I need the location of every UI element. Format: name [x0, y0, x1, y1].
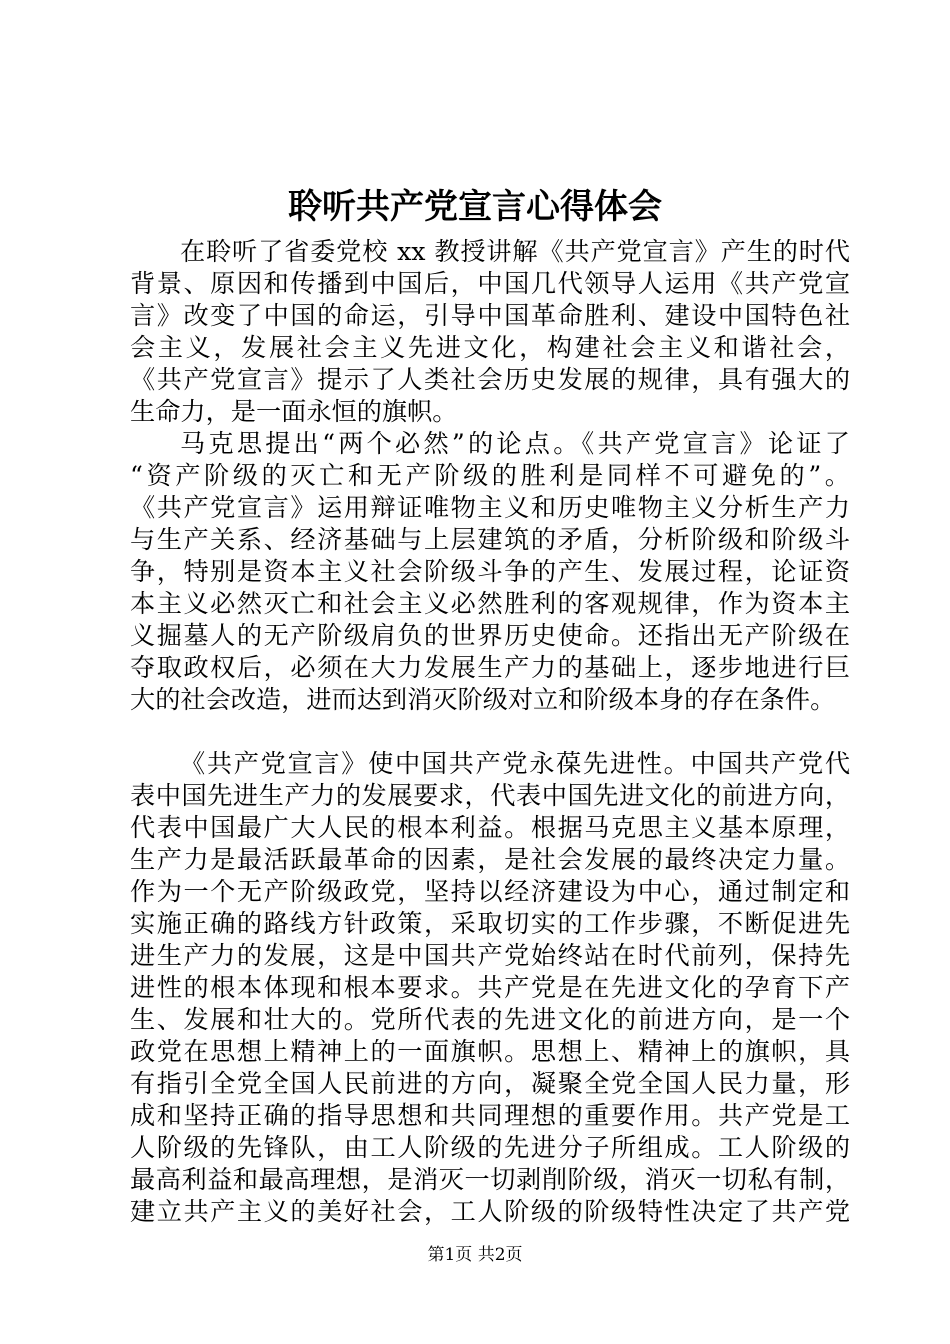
- paragraph-line: 争，特别是资本主义社会阶级斗争的产生、发展过程，论证资: [130, 557, 850, 586]
- paragraph-line: 进性的根本体现和根本要求。共产党是在先进文化的孕育下产: [130, 973, 850, 1002]
- paragraph-line: 实施正确的路线方针政策，采取切实的工作步骤，不断促进先: [130, 909, 850, 938]
- page-indicator: 第1页 共2页: [427, 1245, 523, 1265]
- paragraph-line: 大的社会改造，进而达到消灭阶级对立和阶级本身的存在条件。: [130, 685, 836, 714]
- paragraph-line: 成和坚持正确的指导思想和共同理想的重要作用。共产党是工: [130, 1101, 850, 1130]
- document-title: 聆听共产党宣言心得体会: [288, 187, 662, 227]
- paragraph-1: [130, 236, 850, 428]
- paragraph-line: 作为一个无产阶级政党，坚持以经济建设为中心，通过制定和: [130, 877, 850, 906]
- paragraph-line: 与生产关系、经济基础与上层建筑的矛盾，分析阶级和阶级斗: [130, 525, 850, 554]
- paragraph-line: 《共产党宣言》使中国共产党永葆先进性。中国共产党代: [180, 749, 850, 778]
- paragraph-line: 有指引全党全国人民前进的方向，凝聚全党全国人民力量，形: [130, 1069, 850, 1098]
- paragraph-line: 在聆听了省委党校 xx 教授讲解《共产党宣言》产生的时代: [180, 237, 850, 266]
- paragraph-line: 《共产党宣言》运用辩证唯物主义和历史唯物主义分析生产力: [130, 493, 850, 522]
- paragraph-line: “资产阶级的灭亡和无产阶级的胜利是同样不可避免的”。: [130, 461, 850, 490]
- paragraph-line: 《共产党宣言》提示了人类社会历史发展的规律，具有强大的: [130, 365, 850, 394]
- paragraph-line: 最高利益和最高理想，是消灭一切剥削阶级，消灭一切私有制，: [130, 1165, 850, 1194]
- paragraph-line: 生、发展和壮大的。党所代表的先进文化的前进方向，是一个: [130, 1005, 850, 1034]
- paragraph-spacer: [130, 716, 850, 748]
- paragraph-line: 政党在思想上精神上的一面旗帜。思想上、精神上的旗帜，具: [130, 1037, 850, 1066]
- paragraph-line: 夺取政权后，必须在大力发展生产力的基础上，逐步地进行巨: [130, 653, 850, 682]
- paragraph-line: 进生产力的发展，这是中国共产党始终站在时代前列，保持先: [130, 941, 850, 970]
- paragraph-line: 背景、原因和传播到中国后，中国几代领导人运用《共产党宣: [130, 269, 850, 298]
- paragraph-line: 义掘墓人的无产阶级肩负的世界历史使命。还指出无产阶级在: [130, 621, 850, 650]
- paragraph-line: 生命力，是一面永恒的旗帜。: [130, 397, 458, 426]
- paragraph-line: 马克思提出“两个必然”的论点。《共产党宣言》论证了: [180, 429, 850, 458]
- paragraph-line: 会主义，发展社会主义先进文化，构建社会主义和谐社会，: [130, 333, 850, 362]
- paragraph-line: 言》改变了中国的命运，引导中国革命胜利、建设中国特色社: [130, 301, 850, 330]
- paragraph-line: 生产力是最活跃最革命的因素，是社会发展的最终决定力量。: [130, 845, 850, 874]
- paragraph-line: 人阶级的先锋队，由工人阶级的先进分子所组成。工人阶级的: [130, 1133, 850, 1162]
- paragraph-line: 本主义必然灭亡和社会主义必然胜利的客观规律，作为资本主: [130, 589, 850, 618]
- paragraph-line: 表中国先进生产力的发展要求，代表中国先进文化的前进方向，: [130, 781, 850, 810]
- document-body: [130, 236, 850, 1228]
- paragraph-2: [130, 428, 850, 716]
- paragraph-line: 代表中国最广大人民的根本利益。根据马克思主义基本原理，: [130, 813, 850, 842]
- paragraph-line: 建立共产主义的美好社会，工人阶级的阶级特性决定了共产党: [130, 1197, 850, 1226]
- paragraph-3: [130, 748, 850, 1228]
